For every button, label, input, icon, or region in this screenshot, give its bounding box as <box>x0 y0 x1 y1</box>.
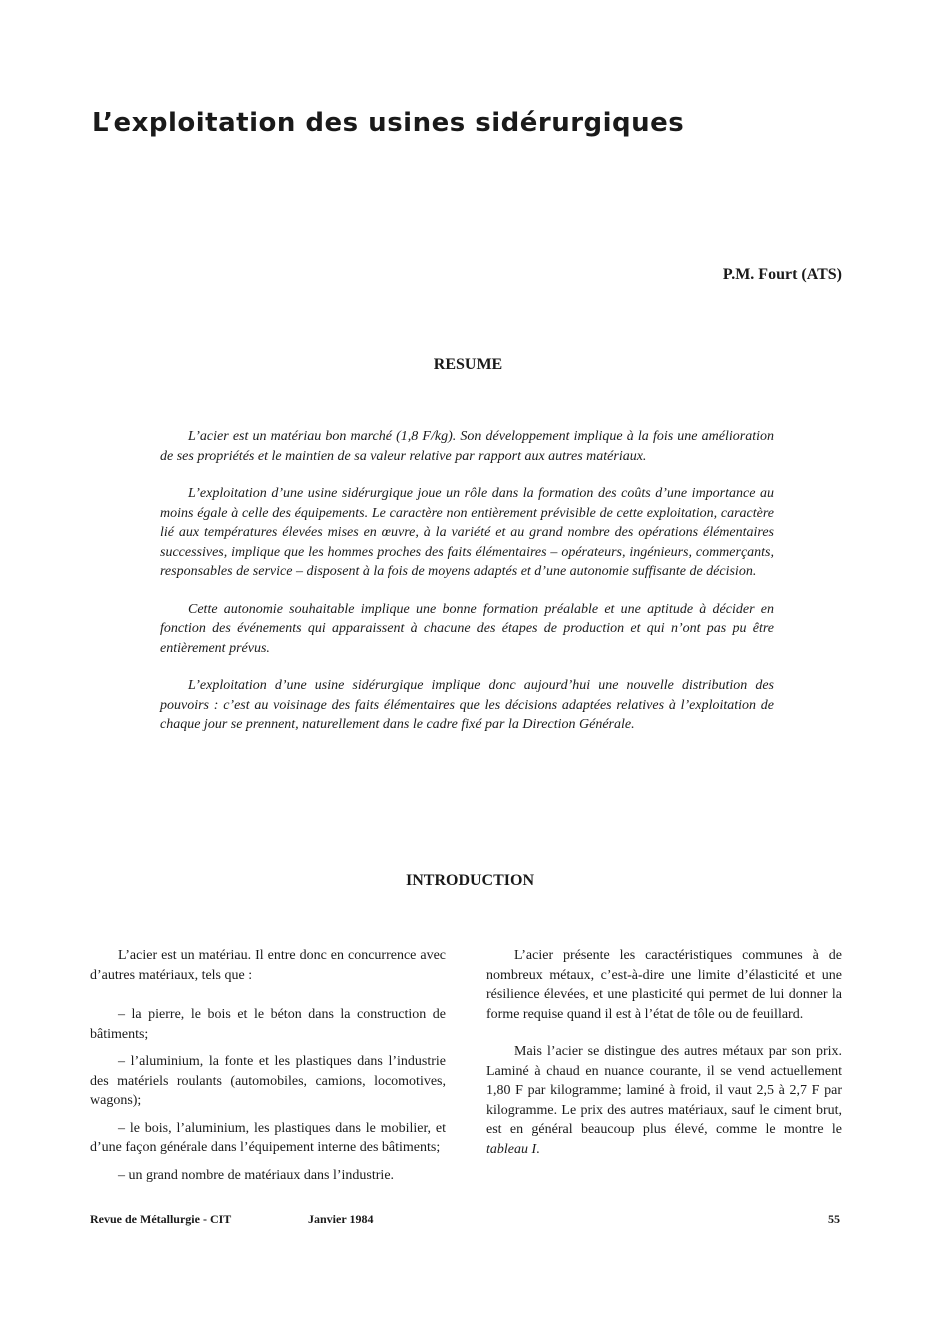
body-text: Mais l’acier se distingue des autres métaux par son prix. Laminé à chaud en nuance courante, il se vend actuellement 1,80 F par kilogramme; laminé à froid, il vaut 2,5 à 2,7 F par kilogramme. Le prix des autres matériaux, sauf le ciment brut, est en général beaucoup plus élevé, comme le montre le <box>486 1044 842 1137</box>
intro-paragraph: L’acier est un matériau. Il entre donc en concurrence avec d’autres matériaux, tels que : <box>90 948 446 983</box>
abstract <box>160 427 774 753</box>
abstract-paragraph: L’exploitation d’une usine sidérurgique implique donc aujourd’hui une nouvelle distribution des pouvoirs : c’est au voisinage des faits élémentaires que les décisions adaptées relatives à l’exploitation de chaque jour se prennent, naturellement dans le cadre fixé par la Direction Générale. <box>160 678 774 732</box>
left-column <box>90 946 446 1193</box>
list-item: – le bois, l’aluminium, les plastiques dans le mobilier, et d’une façon générale dans l’équipement interne des bâtiments; <box>90 1120 446 1155</box>
list-item: – la pierre, le bois et le béton dans la construction de bâtiments; <box>90 1007 446 1042</box>
list-item: – l’aluminium, la fonte et les plastiques dans l’industrie des matériels roulants (automobiles, camions, locomotives, wagons); <box>90 1054 446 1108</box>
abstract-paragraph: Cette autonomie souhaitable implique une bonne formation préalable et une aptitude à décider en fonction des événements qui apparaissent à chacune des étapes de production et qui n’ont pas pu être entièrement prévus. <box>160 601 774 656</box>
page-number: 55 <box>828 1212 840 1226</box>
author: P.M. Fourt (ATS) <box>722 266 842 283</box>
page-title: L’exploitation des usines sidérurgiques <box>92 108 685 138</box>
abstract-paragraph: L’exploitation d’une usine sidérurgique joue un rôle dans la formation des coûts d’une importance au moins égale à celle des équipements. Le caractère non entièrement prévisible de cette exploitation, caractère lié aux températures élevées mises en œuvre, à la variété et au grand nombre des opérations élémentaires successives, implique que les hommes proches des faits élémentaires – opérateurs, ingénieurs, commerçants, responsables de service – disposent à la fois de moyens adaptés et d’une autonomie suffisante de décision. <box>160 486 774 579</box>
right-column <box>486 946 842 1177</box>
introduction-heading: INTRODUCTION <box>405 872 534 889</box>
body-paragraph <box>486 1042 842 1159</box>
resume-heading: RESUME <box>433 356 503 373</box>
body-paragraph: L’acier présente les caractéristiques communes à de nombreux métaux, c’est-à-dire une limite d’élasticité et une résilience élevées, et une plasticité qui permet de lui donner la forme requise quand il est à l’état de tôle ou de feuillard. <box>486 948 842 1022</box>
abstract-paragraph: L’acier est un matériau bon marché (1,8 F/kg). Son développement implique à la fois une amélioration de ses propriétés et le maintien de sa valeur relative par rapport aux autres matériaux. <box>160 429 774 464</box>
footer-date: Janvier 1984 <box>308 1212 374 1226</box>
body-text-end: . <box>536 1141 540 1157</box>
footer-journal: Revue de Métallurgie - CIT <box>90 1212 232 1226</box>
list-item: – un grand nombre de matériaux dans l’industrie. <box>118 1167 395 1183</box>
table-reference: tableau I <box>486 1141 537 1157</box>
